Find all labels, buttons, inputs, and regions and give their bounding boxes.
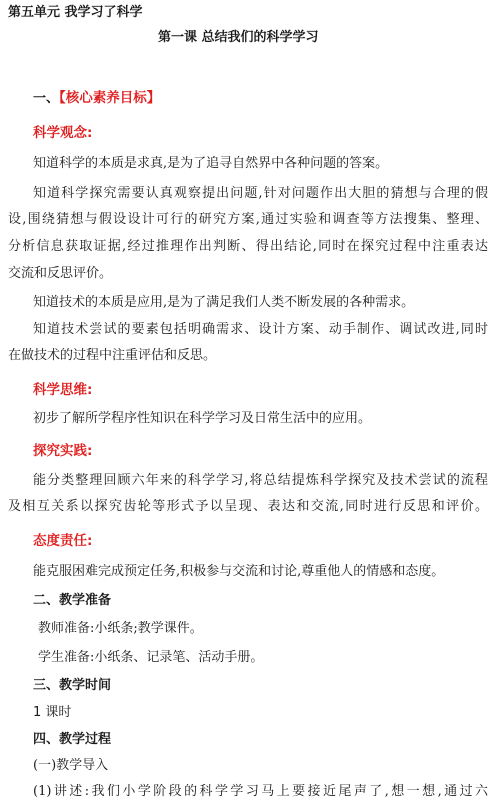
subsection-heading: (一)教学导入 [33, 758, 109, 773]
paragraph: 能分类整理回顾六年来的科学学习,将总结提炼科学探究及技术尝试的流程 [33, 473, 488, 488]
paragraph: 知道技术的本质是应用,是为了满足我们人类不断发展的各种需求。 [33, 295, 415, 310]
class-hours: 1 课时 [33, 705, 72, 720]
attitude-heading: 态度责任: [33, 533, 93, 549]
paragraph: 初步了解所学程序性知识在科学学习及日常生活中的应用。 [33, 411, 372, 426]
science-concept-heading: 科学观念: [33, 125, 93, 141]
paragraph: 能克服困难完成预定任务,积极参与交流和讨论,尊重他人的情感和态度。 [33, 564, 445, 579]
lesson-title: 第一课 总结我们的科学学习 [158, 30, 319, 45]
student-preparation: 学生准备:小纸条、记录笔、活动手册。 [38, 650, 264, 665]
paragraph: (1)讲述:我们小学阶段的科学学习马上要接近尾声了,想一想,通过六 [33, 784, 488, 799]
section1-prefix: 一、 [33, 91, 60, 106]
paragraph: 及相互关系以探究齿轮等形式予以呈现、表达和交流,同时进行反思和评价。 [8, 499, 488, 514]
teacher-preparation: 教师准备:小纸条;教学课件。 [38, 621, 203, 636]
paragraph: 知道科学的本质是求真,是为了追寻自然界中各种问题的答案。 [33, 156, 389, 171]
section3-heading: 三、教学时间 [33, 678, 112, 693]
paragraph: 在做技术的过程中注重评估和反思。 [8, 348, 217, 363]
paragraph: 分析信息获取证据,经过推理作出判断、得出结论,同时在探究过程中注重表达 [8, 239, 488, 254]
paragraph: 设,围绕猜想与假设设计可行的研究方案,通过实验和调查等方法搜集、整理、 [8, 212, 488, 227]
section1-heading [33, 89, 160, 108]
section1-title: 【核心素养目标】 [59, 90, 161, 106]
paragraph: 交流和反思评价。 [8, 266, 113, 281]
paragraph: 知道技术尝试的要素包括明确需求、设计方案、动手制作、调试改进,同时 [33, 322, 488, 337]
paragraph: 知道科学探究需要认真观察提出问题,针对问题作出大胆的猜想与合理的假 [33, 186, 488, 201]
section4-heading: 四、教学过程 [33, 732, 112, 747]
section2-heading: 二、教学准备 [33, 593, 112, 608]
inquiry-practice-heading: 探究实践: [33, 443, 93, 459]
science-thinking-heading: 科学思维: [33, 382, 93, 398]
unit-title: 第五单元 我学习了科学 [8, 5, 143, 20]
